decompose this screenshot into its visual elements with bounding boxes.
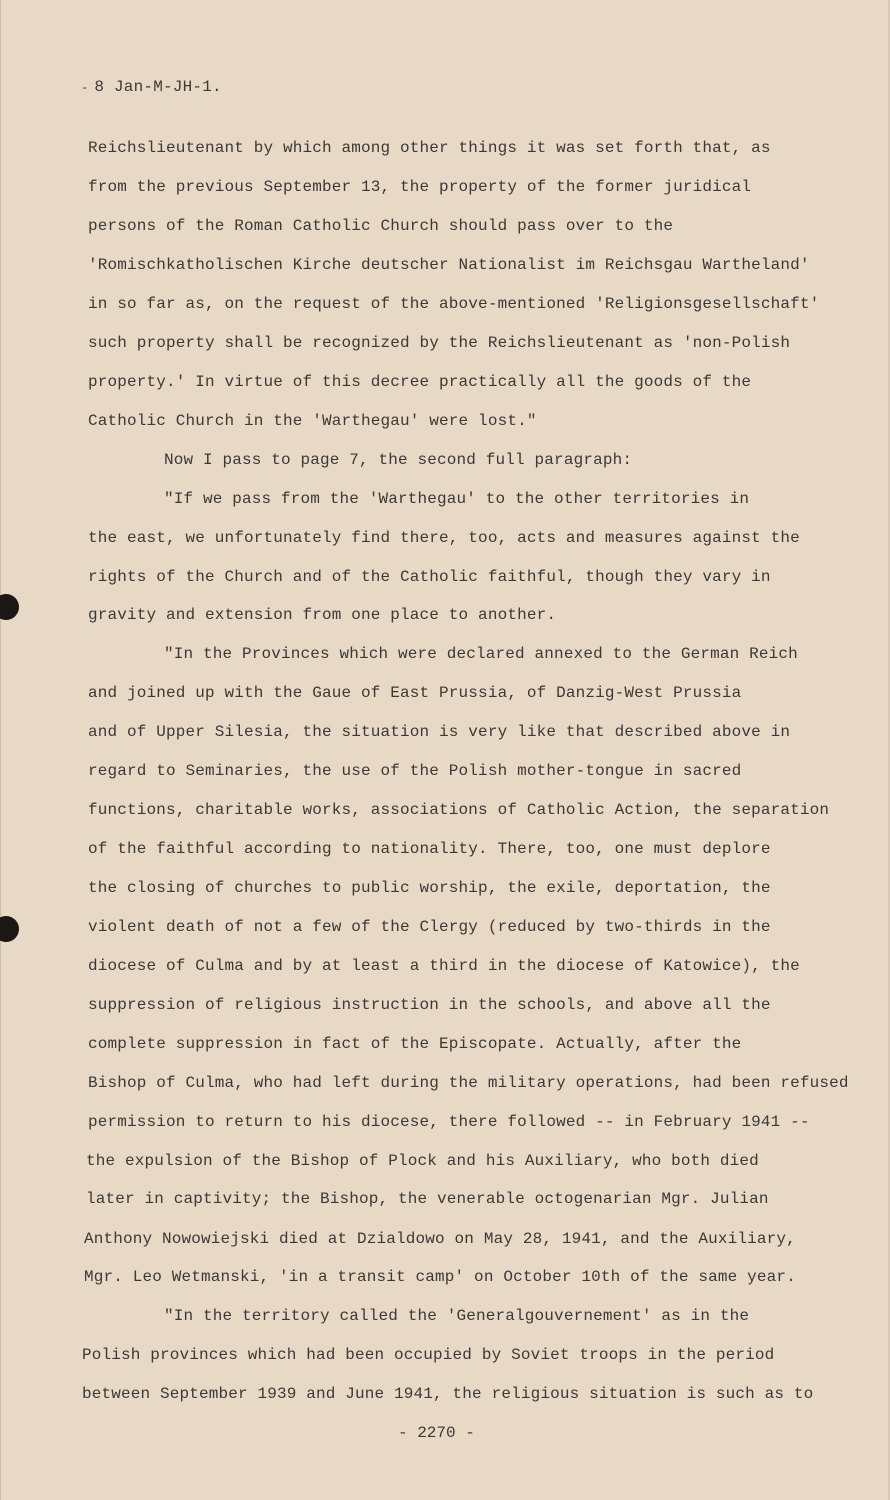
- text-line: "In the territory called the 'Generalgouvernement' as in the: [164, 1307, 750, 1325]
- header-tick: -: [81, 81, 89, 95]
- binder-hole: [0, 916, 19, 942]
- text-line: violent death of not a few of the Clergy (reduced by two-thirds in the: [88, 918, 771, 936]
- text-line: Anthony Nowowiejski died at Dzialdowo on May 28, 1941, and the Auxiliary,: [84, 1230, 796, 1248]
- text-line: Catholic Church in the 'Warthegau' were lost.": [88, 412, 537, 430]
- text-line: the expulsion of the Bishop of Plock and his Auxiliary, who both died: [86, 1152, 759, 1170]
- page-number: - 2270 -: [398, 1424, 475, 1442]
- text-line: Polish provinces which had been occupied by Soviet troops in the period: [82, 1346, 775, 1364]
- text-line: Now I pass to page 7, the second full paragraph:: [164, 451, 633, 469]
- text-line: functions, charitable works, associations of Catholic Action, the separation: [88, 801, 830, 819]
- text-line: and joined up with the Gaue of East Prussia, of Danzig-West Prussia: [88, 684, 742, 702]
- text-line: Bishop of Culma, who had left during the military operations, had been refused: [88, 1074, 849, 1092]
- text-line: from the previous September 13, the property of the former juridical: [88, 178, 752, 196]
- text-line: property.' In virtue of this decree practically all the goods of the: [88, 373, 752, 391]
- text-line: between September 1939 and June 1941, the religious situation is such as to: [82, 1385, 814, 1403]
- text-line: the closing of churches to public worship, the exile, deportation, the: [88, 879, 771, 897]
- binder-hole: [0, 594, 19, 620]
- text-line: of the faithful according to nationality. There, too, one must deplore: [88, 840, 771, 858]
- text-line: gravity and extension from one place to another.: [88, 606, 557, 624]
- text-line: the east, we unfortunately find there, too, acts and measures against the: [88, 529, 800, 547]
- text-line: diocese of Culma and by at least a third in the diocese of Katowice), the: [88, 957, 800, 975]
- text-line: Reichslieutenant by which among other things it was set forth that, as: [88, 139, 771, 157]
- text-line: persons of the Roman Catholic Church should pass over to the: [88, 217, 674, 235]
- text-line: Mgr. Leo Wetmanski, 'in a transit camp' on October 10th of the same year.: [84, 1268, 796, 1286]
- text-line: suppression of religious instruction in the schools, and above all the: [88, 996, 771, 1014]
- text-line: "If we pass from the 'Warthegau' to the other territories in: [164, 490, 750, 508]
- text-line: complete suppression in fact of the Episcopate. Actually, after the: [88, 1035, 742, 1053]
- text-line: permission to return to his diocese, there followed -- in February 1941 --: [88, 1113, 810, 1131]
- text-line: "In the Provinces which were declared annexed to the German Reich: [164, 645, 798, 663]
- text-line: and of Upper Silesia, the situation is very like that described above in: [88, 723, 791, 741]
- text-line: 'Romischkatholischen Kirche deutscher Nationalist im Reichsgau Wartheland': [88, 256, 810, 274]
- text-line: regard to Seminaries, the use of the Polish mother-tongue in sacred: [88, 762, 742, 780]
- text-line: rights of the Church and of the Catholic faithful, though they vary in: [88, 568, 771, 586]
- text-line: such property shall be recognized by the Reichslieutenant as 'non-Polish: [88, 334, 791, 352]
- text-line: later in captivity; the Bishop, the venerable octogenarian Mgr. Julian: [86, 1190, 769, 1208]
- header-reference: 8 Jan-M-JH-1.: [94, 78, 222, 96]
- page-header: [81, 78, 222, 96]
- text-line: in so far as, on the request of the above-mentioned 'Religionsgesellschaft': [88, 295, 820, 313]
